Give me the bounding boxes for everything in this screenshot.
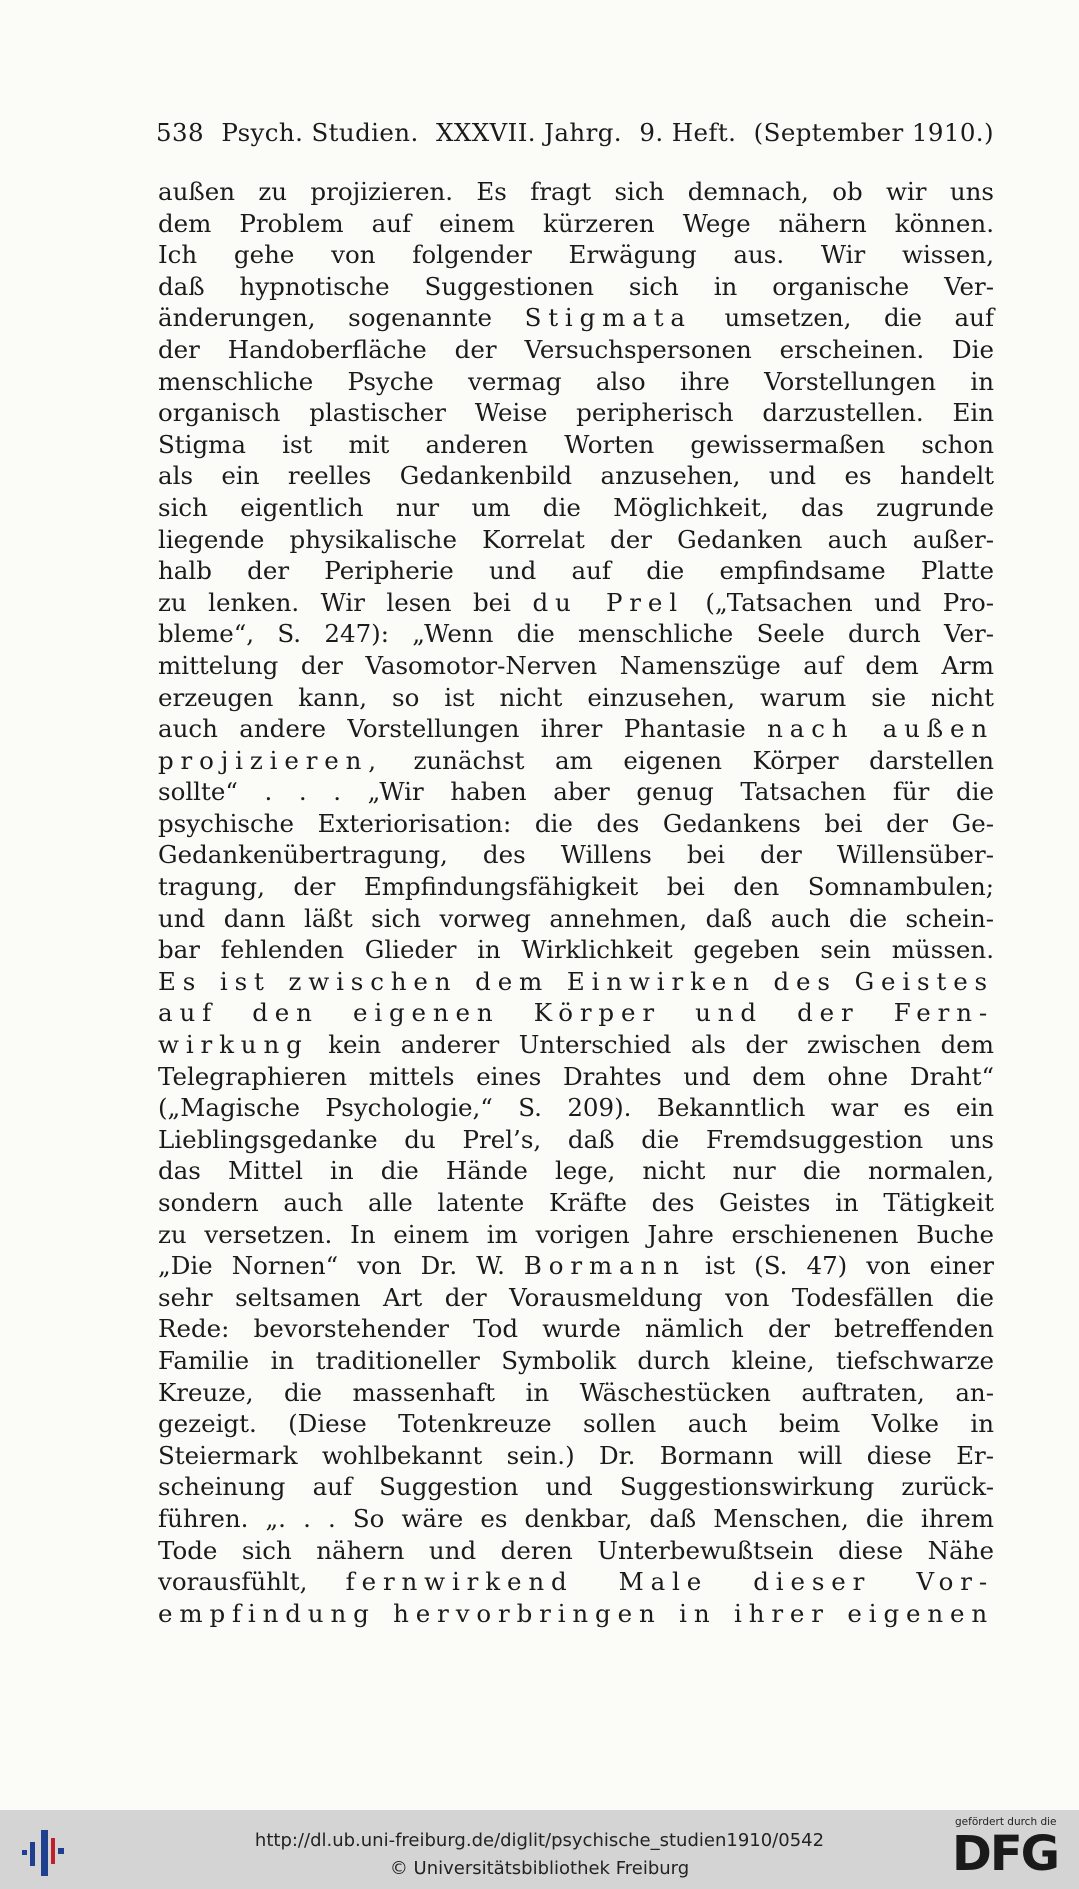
text-line: zu lenken. Wir lesen bei du Prel („Tatsachen und Pro-: [158, 587, 994, 617]
text-line: Familie in traditioneller Symbolik durch kleine, tiefschwarze: [158, 1345, 994, 1375]
text-line: bleme“, S. 247): „Wenn die menschliche Seele durch Ver-: [158, 619, 994, 649]
text-line: Steiermark wohlbekannt sein.) Dr. Bormann will diese Er-: [158, 1440, 994, 1470]
text-line: psychische Exteriorisation: die des Gedankens bei der Ge-: [158, 808, 994, 838]
text-line: zu versetzen. In einem im vorigen Jahre erschienenen Buche: [158, 1219, 994, 1249]
body-text: [158, 176, 994, 1629]
text-line: der Handoberfläche der Versuchspersonen erscheinen. Die: [158, 334, 994, 364]
text-line: mittelung der Vasomotor-Nerven Namenszüge auf dem Arm: [158, 650, 994, 680]
page-number: 538: [156, 118, 204, 147]
text-line: Gedankenübertragung, des Willens bei der Willensüber-: [158, 840, 994, 870]
text-line: Kreuze, die massenhaft in Wäschestücken auftraten, an-: [158, 1377, 994, 1407]
permalink-url[interactable]: http://dl.ub.uni-freiburg.de/diglit/psychische_studien1910/0542: [254, 1830, 825, 1851]
text-line: Ich gehe von folgender Erwägung aus. Wir wissen,: [158, 240, 994, 270]
text-line: sondern auch alle latente Kräfte des Geistes in Tätigkeit: [158, 1188, 994, 1217]
text-line: menschliche Psyche vermag also ihre Vorstellungen in: [158, 366, 994, 396]
spaced-emphasis: fernwirkend Male dieser Vor-: [345, 1567, 994, 1597]
text-line: liegende physikalische Korrelat der Gedanken auch außer-: [158, 524, 994, 554]
text-line: außen zu projizieren. Es fragt sich demnach, ob wir uns: [158, 177, 994, 206]
spaced-emphasis: nach außen: [767, 714, 994, 744]
text-line: Stigma ist mit anderen Worten gewissermaßen schon: [158, 429, 994, 459]
journal-title: Psych. Studien.: [221, 118, 419, 147]
text-line: Es ist zwischen dem Einwirken des Geistes: [158, 966, 994, 996]
text-line: daß hypnotische Suggestionen sich in organische Ver-: [158, 271, 994, 301]
text-line: dem Problem auf einem kürzeren Wege nähern können.: [158, 208, 994, 238]
text-line: organisch plastischer Weise peripherisch darzustellen. Ein: [158, 398, 994, 428]
text-line: empfindung hervorbringen in ihrer eigenen: [158, 1598, 994, 1628]
text-line: sich eigentlich nur um die Möglichkeit, das zugrunde: [158, 492, 994, 522]
text-line: wirkung kein anderer Unterschied als der zwischen dem: [158, 1030, 994, 1060]
text-line: Telegraphieren mittels eines Drahtes und dem ohne Draht“: [158, 1061, 994, 1091]
text-line: auf den eigenen Körper und der Fern-: [158, 998, 994, 1028]
spaced-emphasis: du Prel: [532, 587, 684, 617]
text-line: änderungen, sogenannte Stigmata umsetzen, die auf: [158, 303, 995, 333]
text-line: scheinung auf Suggestion und Suggestionswirkung zurück-: [158, 1472, 994, 1502]
text-line: führen. „. . . So wäre es denkbar, daß Menschen, die ihrem: [158, 1503, 994, 1533]
issue: 9. Heft.: [639, 118, 737, 147]
spaced-emphasis: Stigmata: [524, 303, 692, 333]
funding-note: gefördert durch die: [955, 1816, 1057, 1828]
text-line: sollte“ . . . „Wir haben aber genug Tatsachen für die: [158, 777, 994, 807]
spaced-emphasis: wirkung: [158, 1030, 309, 1060]
text-line: tragung, der Empfindungsfähigkeit bei den Somnambulen;: [158, 872, 994, 902]
running-head: [156, 118, 994, 154]
text-line: halb der Peripherie und auf die empfindsame Platte: [158, 556, 994, 586]
dfg-logo: DFG: [952, 1826, 1059, 1882]
text-line: bar fehlenden Glieder in Wirklichkeit gegeben sein müssen.: [158, 935, 994, 965]
text-line: projizieren, zunächst am eigenen Körper darstellen: [158, 745, 994, 775]
text-line: („Magische Psychologie,“ S. 209). Bekanntlich war es ein: [158, 1093, 994, 1123]
text-line: erzeugen kann, so ist nicht einzusehen, warum sie nicht: [158, 682, 994, 712]
text-line: sehr seltsamen Art der Vorausmeldung von Todesfällen die: [158, 1282, 994, 1312]
text-line: Lieblingsgedanke du Prel’s, daß die Fremdsuggestion uns: [158, 1124, 994, 1154]
text-line: das Mittel in die Hände lege, nicht nur die normalen,: [158, 1156, 994, 1186]
issue-date: (September 1910.): [753, 118, 994, 147]
text-line: und dann läßt sich vorweg annehmen, daß auch die schein-: [158, 903, 994, 933]
viewer-footer: [0, 1810, 1079, 1889]
copyright-notice: © Universitätsbibliothek Freiburg: [389, 1858, 690, 1879]
text-line: Rede: bevorstehender Tod wurde nämlich der betreffenden: [158, 1314, 994, 1344]
text-line: Tode sich nähern und deren Unterbewußtsein diese Nähe: [158, 1535, 994, 1565]
volume: XXXVII. Jahrg.: [436, 118, 622, 147]
spaced-emphasis: projizieren,: [158, 745, 383, 775]
text-line: gezeigt. (Diese Totenkreuze sollen auch beim Volke in: [158, 1409, 994, 1439]
text-line: vorausfühlt, fernwirkend Male dieser Vor-: [158, 1567, 994, 1597]
text-line: auch andere Vorstellungen ihrer Phantasie nach außen: [158, 714, 994, 744]
text-line: „Die Nornen“ von Dr. W. Bormann ist (S. 47) von einer: [158, 1251, 995, 1281]
spaced-emphasis: Bormann: [523, 1251, 686, 1281]
text-line: als ein reelles Gedankenbild anzusehen, und es handelt: [158, 461, 994, 491]
